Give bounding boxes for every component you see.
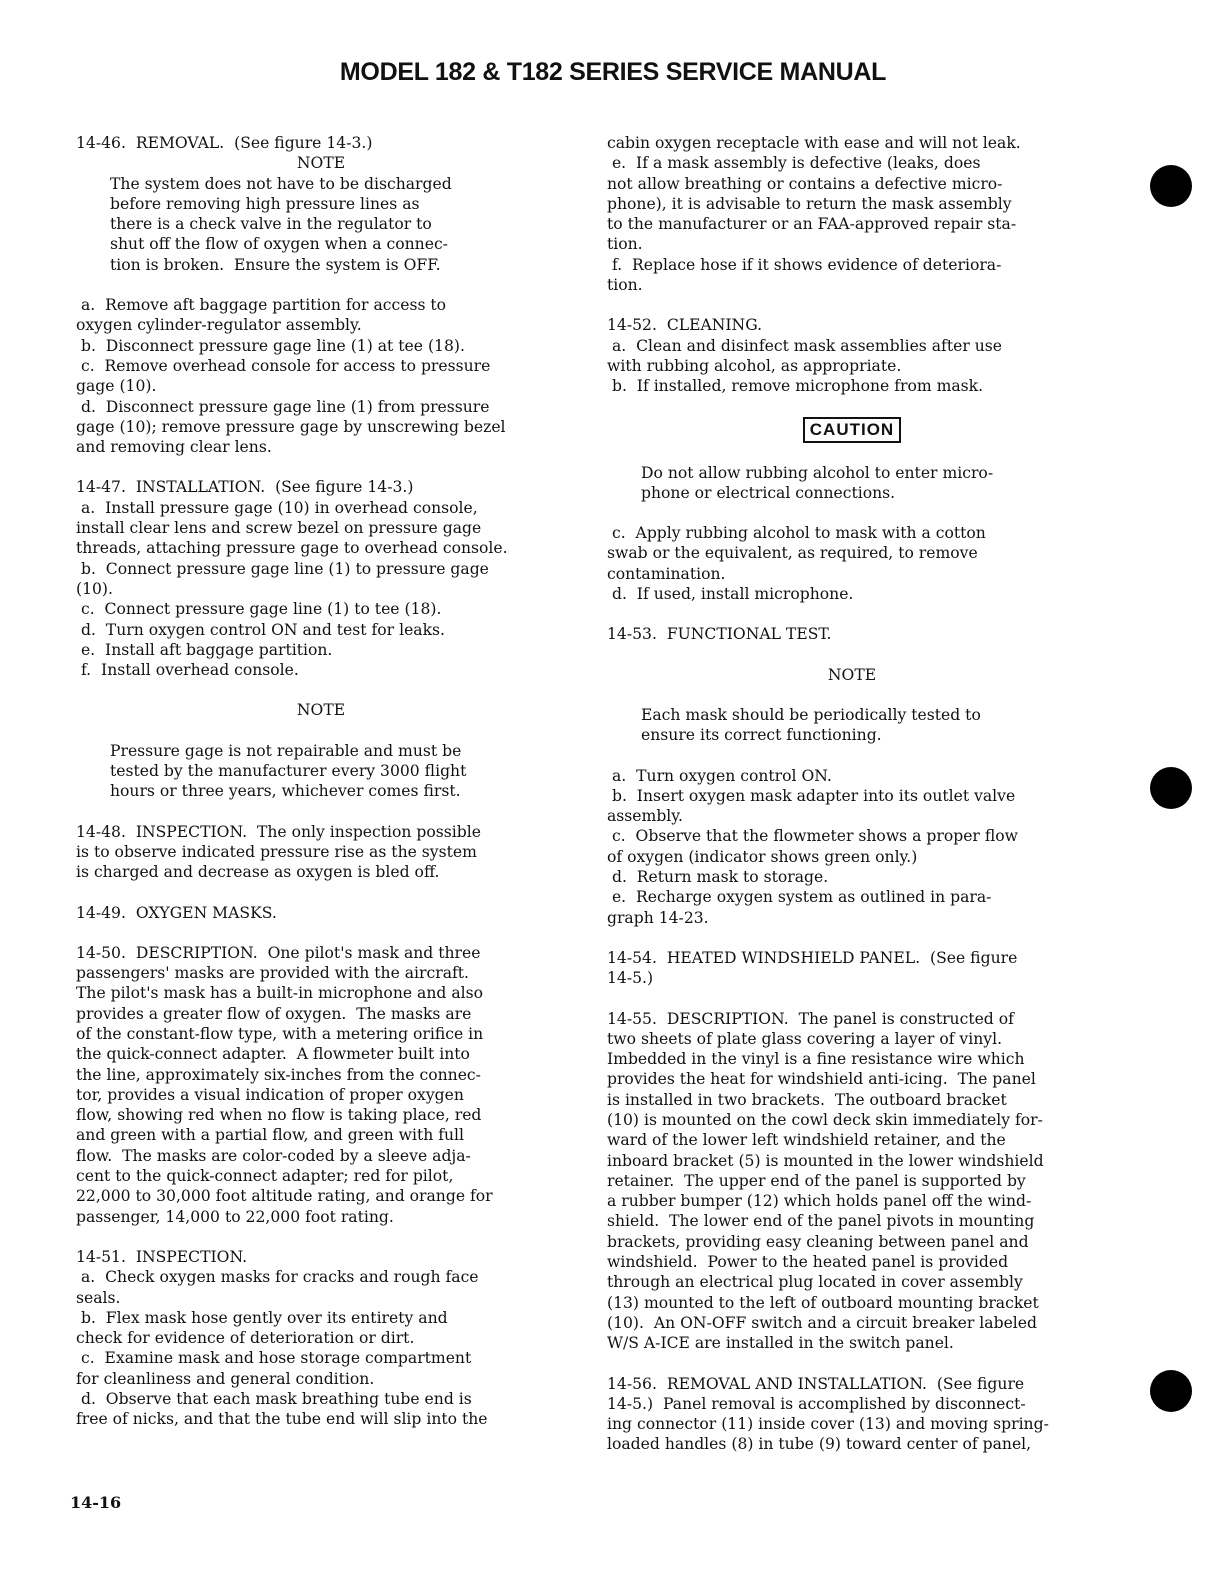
text-line: d. Return mask to storage. [607, 868, 829, 887]
text-line: tor, provides a visual indication of proper oxygen [76, 1085, 464, 1104]
text-line: flow, showing red when no flow is taking place, red [76, 1106, 482, 1125]
text-line: d. If used, install microphone. [607, 585, 854, 604]
spacer [607, 685, 1097, 705]
text-line: e. Recharge oxygen system as outlined in para- [607, 888, 992, 907]
text-line: 14-49. OXYGEN MASKS. [76, 903, 277, 922]
text-line: b. Connect pressure gage line (1) to pressure gage [76, 559, 489, 578]
text-line: is installed in two brackets. The outboard bracket [607, 1090, 1007, 1109]
spacer [76, 457, 566, 477]
text-line: a rubber bumper (12) which holds panel off the wind- [607, 1192, 1032, 1211]
note-text-line: Do not allow rubbing alcohol to enter micro- [641, 463, 994, 482]
text-line: is charged and decrease as oxygen is bled off. [76, 863, 440, 882]
text-line: loaded handles (8) in tube (9) toward center of panel, [607, 1435, 1032, 1454]
right-column [607, 133, 1097, 1455]
text-line: e. If a mask assembly is defective (leaks, does [607, 154, 981, 173]
note-text-line: Each mask should be periodically tested to [641, 705, 981, 724]
text-line: through an electrical plug located in cover assembly [607, 1273, 1023, 1292]
note-text-line: before removing high pressure lines as [110, 194, 420, 213]
text-line: d. Observe that each mask breathing tube end is [76, 1390, 472, 1409]
text-line: and green with a partial flow, and green with full [76, 1126, 465, 1145]
spacer [607, 645, 1097, 665]
text-line: for cleanliness and general condition. [76, 1369, 375, 1388]
spacer [76, 721, 566, 741]
text-line: threads, attaching pressure gage to overhead console. [76, 539, 508, 558]
text-line: tion. [607, 235, 643, 254]
note-text-line: there is a check valve in the regulator to [110, 215, 432, 234]
text-line: 14-56. REMOVAL AND INSTALLATION. (See figure [607, 1374, 1025, 1393]
text-line: (10) is mounted on the cowl deck skin immediately for- [607, 1110, 1043, 1129]
note-text-line: phone or electrical connections. [641, 483, 896, 502]
text-line: a. Remove aft baggage partition for access to [76, 296, 447, 315]
spacer [76, 1227, 566, 1247]
text-line: of oxygen (indicator shows green only.) [607, 847, 918, 866]
text-line: two sheets of plate glass covering a layer of vinyl. [607, 1029, 1003, 1048]
spacer [607, 503, 1097, 523]
text-line: the line, approximately six-inches from the connec- [76, 1065, 481, 1084]
text-line: 14-52. CLEANING. [607, 316, 763, 335]
text-line: and removing clear lens. [76, 438, 272, 457]
text-line: contamination. [607, 564, 726, 583]
text-line: 14-47. INSTALLATION. (See figure 14-3.) [76, 478, 414, 497]
text-line: oxygen cylinder-regulator assembly. [76, 316, 362, 335]
text-line: retainer. The upper end of the panel is supported by [607, 1171, 1026, 1190]
text-line: b. Insert oxygen mask adapter into its outlet valve [607, 786, 1016, 805]
text-line: (10). [76, 579, 113, 598]
text-line: b. Disconnect pressure gage line (1) at tee (18). [76, 336, 465, 355]
text-line: install clear lens and screw bezel on pressure gage [76, 519, 482, 538]
text-line: (10). An ON-OFF switch and a circuit breaker labeled [607, 1313, 1037, 1332]
text-line: ward of the lower left windshield retainer, and the [607, 1131, 1006, 1150]
text-line: 14-55. DESCRIPTION. The panel is constructed of [607, 1009, 1014, 1028]
binder-hole-middle [1150, 767, 1192, 809]
spacer [607, 989, 1097, 1009]
text-line: f. Replace hose if it shows evidence of deteriora- [607, 255, 1002, 274]
spacer [76, 923, 566, 943]
text-line: the quick-connect adapter. A flowmeter built into [76, 1045, 470, 1064]
spacer [76, 802, 566, 822]
text-line: c. Examine mask and hose storage compartment [76, 1349, 472, 1368]
text-line: 14-5.) Panel removal is accomplished by disconnect- [607, 1394, 1026, 1413]
text-line: 14-5.) [607, 969, 654, 988]
text-line: c. Connect pressure gage line (1) to tee (18). [76, 600, 442, 619]
text-line: e. Install aft baggage partition. [76, 640, 333, 659]
binder-hole-top [1150, 165, 1192, 207]
text-line: passengers' masks are provided with the aircraft. [76, 964, 469, 983]
spacer [76, 275, 566, 295]
spacer [607, 1354, 1097, 1374]
spacer [607, 928, 1097, 948]
text-line: a. Install pressure gage (10) in overhead console, [76, 498, 478, 517]
note-label: NOTE [296, 154, 346, 173]
note-label: NOTE [296, 701, 346, 720]
note-text-line: shut off the flow of oxygen when a connec- [110, 235, 448, 254]
text-line: gage (10); remove pressure gage by unscrewing bezel [76, 417, 506, 436]
spacer [607, 746, 1097, 766]
text-line: W/S A-ICE are installed in the switch panel. [607, 1334, 954, 1353]
text-line: d. Disconnect pressure gage line (1) from pressure [76, 397, 490, 416]
text-line: of the constant-flow type, with a metering orifice in [76, 1024, 484, 1043]
text-line: inboard bracket (5) is mounted in the lower windshield [607, 1151, 1044, 1170]
text-line: ing connector (11) inside cover (13) and moving spring- [607, 1415, 1049, 1434]
note-text-line: The system does not have to be discharged [110, 174, 452, 193]
note-text-line: tested by the manufacturer every 3000 flight [110, 762, 467, 781]
text-line: c. Apply rubbing alcohol to mask with a cotton [607, 524, 986, 543]
text-line: cent to the quick-connect adapter; red for pilot, [76, 1167, 454, 1186]
text-line: c. Observe that the flowmeter shows a proper flow [607, 827, 1018, 846]
note-text-line: Pressure gage is not repairable and must be [110, 741, 462, 760]
text-line: graph 14-23. [607, 908, 709, 927]
text-line: provides the heat for windshield anti-icing. The panel [607, 1070, 1036, 1089]
text-line: assembly. [607, 807, 683, 826]
text-line: 14-48. INSPECTION. The only inspection possible [76, 822, 481, 841]
caution-block [607, 417, 1097, 443]
text-line: not allow breathing or contains a defective micro- [607, 174, 1003, 193]
text-line: shield. The lower end of the panel pivots in mounting [607, 1212, 1035, 1231]
note-text-line: hours or three years, whichever comes first. [110, 782, 461, 801]
text-line: phone), it is advisable to return the mask assembly [607, 194, 1012, 213]
text-line: a. Clean and disinfect mask assemblies after use [607, 336, 1003, 355]
left-column [76, 133, 566, 1430]
spacer [607, 397, 1097, 417]
text-line: brackets, providing easy cleaning between panel and [607, 1232, 1029, 1251]
caution-label: CAUTION [803, 417, 901, 443]
text-line: to the manufacturer or an FAA-approved repair sta- [607, 215, 1017, 234]
text-line: passenger, 14,000 to 22,000 foot rating. [76, 1207, 394, 1226]
binder-hole-bottom [1150, 1370, 1192, 1412]
text-line: b. Flex mask hose gently over its entirety and [76, 1308, 448, 1327]
text-line: seals. [76, 1288, 121, 1307]
text-line: Imbedded in the vinyl is a fine resistance wire which [607, 1050, 1025, 1069]
text-line: f. Install overhead console. [76, 661, 299, 680]
text-line: 14-46. REMOVAL. (See figure 14-3.) [76, 134, 373, 152]
text-line: 14-50. DESCRIPTION. One pilot's mask and three [76, 943, 481, 962]
text-line: c. Remove overhead console for access to pressure [76, 356, 491, 375]
text-line: 22,000 to 30,000 foot altitude rating, and orange for [76, 1187, 493, 1206]
text-line: check for evidence of deterioration or dirt. [76, 1329, 415, 1348]
text-line: swab or the equivalent, as required, to remove [607, 544, 978, 563]
spacer [76, 680, 566, 700]
page-title: MODEL 182 & T182 SERIES SERVICE MANUAL [339, 58, 887, 86]
text-line: a. Check oxygen masks for cracks and rough face [76, 1268, 479, 1287]
text-line: gage (10). [76, 377, 157, 396]
text-line: provides a greater flow of oxygen. The masks are [76, 1004, 472, 1023]
note-text-line: tion is broken. Ensure the system is OFF. [110, 255, 441, 274]
spacer [607, 295, 1097, 315]
spacer [607, 443, 1097, 463]
text-line: 14-54. HEATED WINDSHIELD PANEL. (See figure [607, 948, 1018, 967]
text-line: with rubbing alcohol, as appropriate. [607, 356, 902, 375]
text-line: The pilot's mask has a built-in microphone and also [76, 984, 483, 1003]
text-line: 14-53. FUNCTIONAL TEST. [607, 625, 832, 644]
page-number: 14-16 [70, 1493, 122, 1512]
text-line: d. Turn oxygen control ON and test for leaks. [76, 620, 446, 639]
text-line: tion. [607, 276, 643, 295]
text-line: flow. The masks are color-coded by a sleeve adja- [76, 1146, 471, 1165]
text-line: is to observe indicated pressure rise as the system [76, 842, 477, 861]
text-line: b. If installed, remove microphone from mask. [607, 377, 984, 396]
spacer [76, 883, 566, 903]
text-line: a. Turn oxygen control ON. [607, 766, 832, 785]
text-line: free of nicks, and that the tube end will slip into the [76, 1410, 488, 1429]
note-text-line: ensure its correct functioning. [641, 726, 882, 745]
note-label: NOTE [827, 665, 877, 684]
spacer [607, 604, 1097, 624]
text-line: (13) mounted to the left of outboard mounting bracket [607, 1293, 1039, 1312]
text-line: cabin oxygen receptacle with ease and will not leak. [607, 134, 1021, 152]
text-line: 14-51. INSPECTION. [76, 1247, 248, 1266]
text-line: windshield. Power to the heated panel is provided [607, 1253, 1009, 1272]
